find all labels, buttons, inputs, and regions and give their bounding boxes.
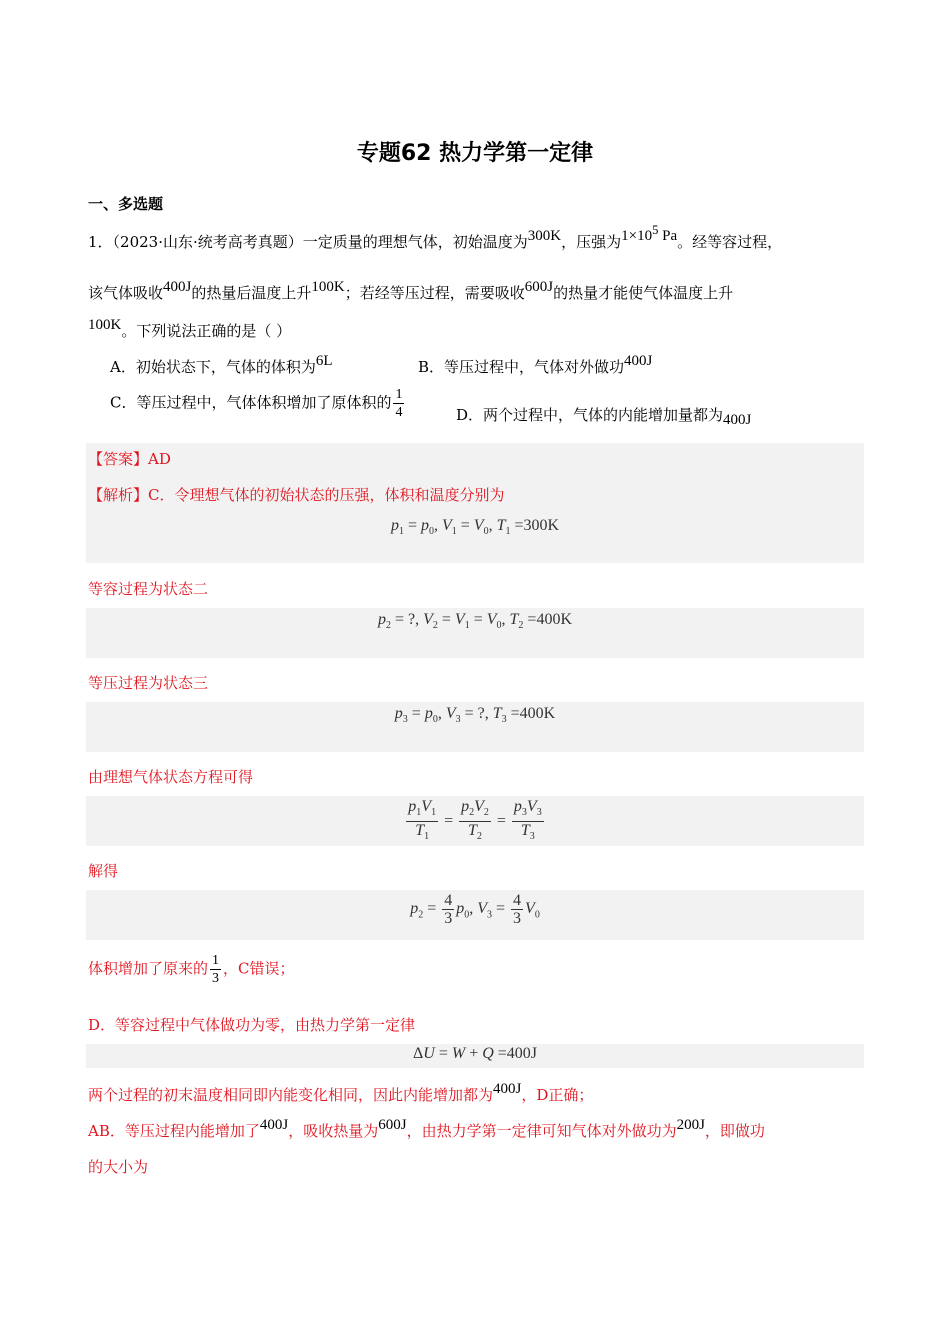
d-analysis-line: D．等容过程中气体做功为零，由热力学第一定律: [88, 1016, 416, 1034]
analysis-text: ，C错误；: [223, 959, 295, 978]
analysis-text: ，吸收热量为: [288, 1122, 379, 1140]
pressure-value: 1×10: [621, 228, 653, 244]
analysis-text: AB．等压过程内能增加了: [88, 1122, 260, 1140]
equation-state-1: $p_1 = p_0$, $V_1 = V_0$, $T_1 =300K$: [390, 517, 560, 538]
option-c-fraction: [393, 386, 404, 421]
question-number: 1．: [88, 233, 113, 251]
answer-label: 【答案】: [88, 450, 149, 468]
fraction-denominator: 4: [395, 405, 403, 420]
work-value: 200J: [676, 1117, 705, 1133]
equation-state-2: $p_2$ = ?, $V_2 = V_1 = V_0$, $T_2 =400K$: [377, 611, 572, 632]
section-heading: 一、多选题: [88, 195, 164, 213]
analysis-text: 体积增加了原来的: [88, 959, 209, 978]
question-text: ，压强为: [561, 233, 622, 251]
heat-value: 600J: [378, 1117, 407, 1133]
question-line-3: [88, 317, 292, 341]
analysis-intro: [88, 484, 505, 505]
analysis-text: C．令理想气体的初始状态的压强，体积和温度分别为: [148, 486, 505, 504]
equation-first-law: ΔU = W + Q =400J: [412, 1045, 538, 1062]
fraction-denominator: 3: [444, 910, 453, 927]
analysis-label: 【解析】: [88, 486, 149, 504]
equation-value: =400K: [527, 611, 572, 628]
fraction-numerator: 4: [513, 892, 522, 909]
analysis-text: 两个过程的初末温度相同即内能变化相同，因此内能增加都为: [88, 1086, 494, 1104]
question-line-1: [88, 223, 783, 252]
energy-value: 400J: [259, 1117, 289, 1133]
question-text: 该气体吸收: [88, 284, 164, 302]
option-a[interactable]: [110, 353, 333, 377]
question-line-2: [88, 279, 734, 303]
option-d[interactable]: [456, 404, 752, 428]
option-a-value: 6L: [315, 353, 333, 369]
question-text: 的热量后温度上升: [191, 284, 312, 302]
fraction-numerator: 1: [395, 387, 403, 402]
question-text: 一定质量的理想气体，初始温度为: [302, 233, 528, 251]
ab-analysis-line-2: 的大小为: [88, 1158, 149, 1176]
fraction-numerator: 4: [444, 892, 453, 909]
option-a-text: A．初始状态下，气体的体积为: [110, 358, 316, 376]
equation-state-3: $p_3 = p_0$, $V_3$ = ?, $T_3 =400K$: [394, 705, 556, 726]
state-3-label: 等压过程为状态三: [88, 674, 209, 692]
same-temp-line: [88, 1081, 594, 1105]
initial-pressure: [621, 223, 678, 244]
question-text: 。下列说法正确的是（ ）: [121, 322, 292, 340]
option-b[interactable]: [418, 353, 653, 377]
option-b-text: B．等压过程中，气体对外做功: [418, 358, 625, 376]
question-text: 的热量才能使气体温度上升: [553, 284, 734, 302]
pressure-exponent: 5: [652, 223, 659, 237]
equation-ideal-gas: $\frac{p_1V_1}{T_1}$ = $\frac{p_2V_2}{T_2}$ = $\frac{p_3V_3}{T_3}$: [408, 798, 542, 843]
equation-value: =300K: [514, 517, 560, 534]
option-d-value: 400J: [723, 412, 752, 428]
volume-fraction: [210, 952, 221, 987]
equation-solution: $p_2$ = $\frac{4}{3}$ $p_0$, $V_3$ = $\frac{4}{3}$ $V_0$: [410, 892, 540, 927]
energy-value: 400J: [493, 1081, 522, 1097]
ab-analysis-line-1: [88, 1117, 765, 1141]
state-2-label: 等容过程为状态二: [88, 580, 209, 598]
pressure-unit: Pa: [658, 228, 678, 244]
equation-value: =400J: [497, 1045, 538, 1062]
fraction-denominator: 3: [513, 910, 522, 927]
page-title: 专题62 热力学第一定律: [356, 141, 594, 166]
option-b-value: 400J: [624, 353, 653, 369]
question-text: 。经等容过程，: [677, 233, 783, 251]
option-c[interactable]: [110, 386, 406, 421]
fraction-numerator: 1: [212, 953, 220, 968]
temp-rise-100k: 100K: [311, 279, 345, 295]
solve-label: 解得: [88, 862, 119, 880]
volume-increase-line: [88, 952, 295, 987]
option-d-text: D．两个过程中，气体的内能增加量都为: [456, 406, 724, 424]
temp-rise-100k: 100K: [88, 317, 122, 333]
heat-600j: 600J: [524, 279, 554, 295]
equation-value: =400K: [510, 705, 556, 722]
question-source: （2023·山东·统考高考真题）: [112, 233, 303, 251]
heat-400j: 400J: [163, 279, 192, 295]
analysis-text: ，即做功: [704, 1122, 765, 1140]
answer-line: [88, 448, 171, 469]
answer-value: AD: [148, 450, 171, 468]
fraction-denominator: 3: [212, 971, 220, 986]
initial-temperature: 300K: [527, 228, 562, 244]
ideal-gas-label: 由理想气体状态方程可得: [88, 768, 254, 786]
analysis-text: ，D正确；: [521, 1086, 594, 1104]
analysis-text: ，由热力学第一定律可知气体对外做功为: [406, 1122, 677, 1140]
question-text: ；若经等压过程，需要吸收: [344, 284, 525, 302]
option-c-text: C．等压过程中，气体体积增加了原体积的: [110, 393, 392, 412]
